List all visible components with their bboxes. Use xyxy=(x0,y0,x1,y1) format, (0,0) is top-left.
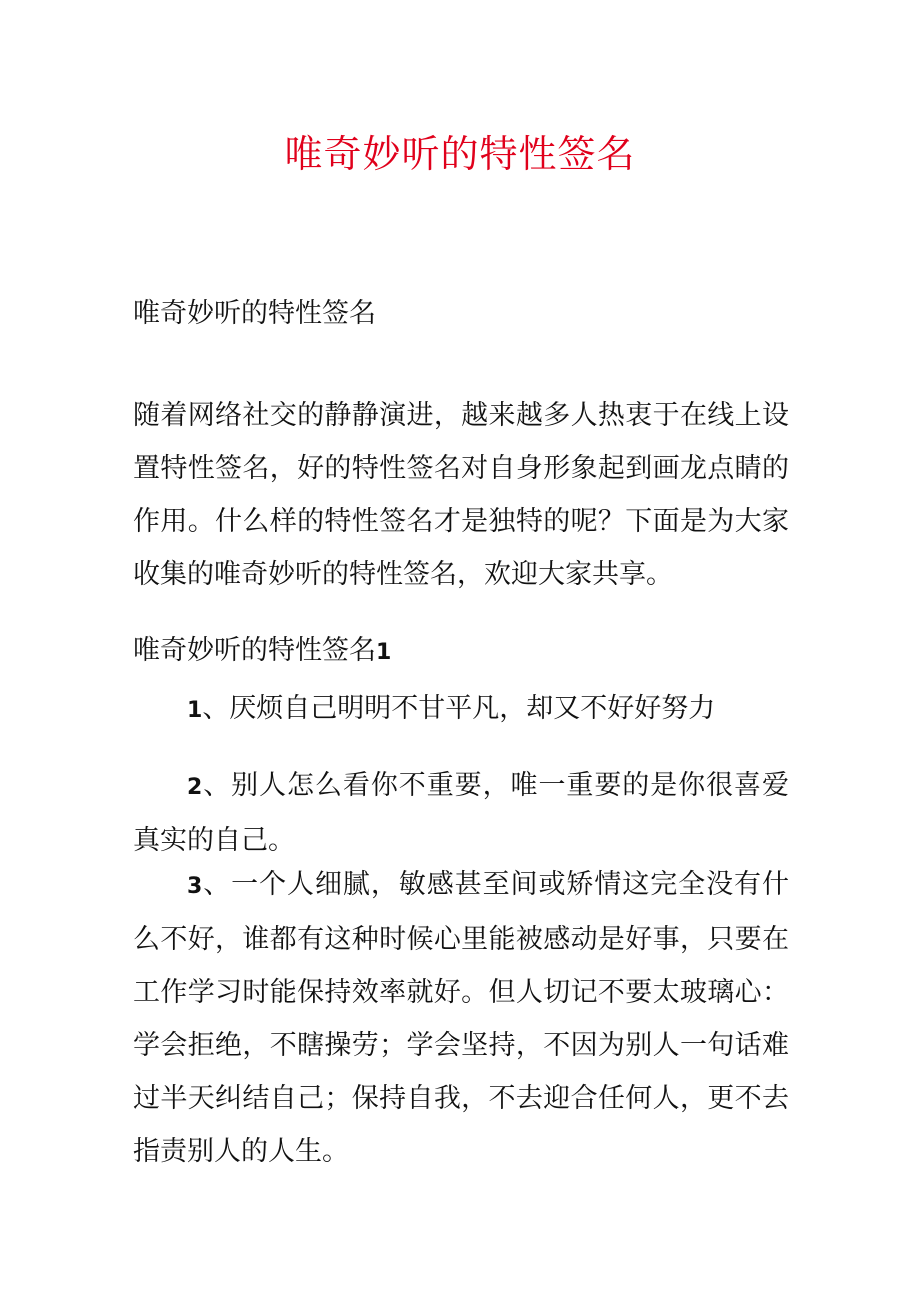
section-heading-text: 唯奇妙听的特性签名 xyxy=(133,635,376,666)
section-heading xyxy=(133,633,391,671)
intro-paragraph: 随着网络社交的静静演进，越来越多人热衷于在线上设置特性签名，好的特性签名对自身形象起到画龙点睛的作用。什么样的特性签名才是独特的呢？下面是为大家收集的唯奇妙听的特性签名，欢迎大家共享。 xyxy=(133,400,789,590)
list-item xyxy=(133,682,789,737)
list-item xyxy=(133,759,789,867)
document-title: 唯奇妙听的特性签名 xyxy=(284,132,636,176)
list-item-text: 、别人怎么看你不重要，唯一重要的是你很喜爱真实的自己。 xyxy=(133,770,789,856)
list-item-number: 1 xyxy=(187,698,203,723)
list-item-text: 、厌烦自己明明不甘平凡，却又不好好努力 xyxy=(202,693,716,724)
section-heading-number: 1 xyxy=(376,640,392,665)
list-item xyxy=(133,858,789,1178)
list-item-number: 2 xyxy=(187,775,203,800)
list-item-text: 、一个人细腻，敏感甚至间或矫情这完全没有什么不好，谁都有这种时候心里能被感动是好事，只要在工作学习时能保持效率就好。但人切记不要太玻璃心：学会拒绝，不瞎操劳；学会坚持，不因为别人一句话难过半天纠结自己；保持自我，不去迎合任何人，更不去指责别人的人生。 xyxy=(133,869,789,1167)
list-item-number: 3 xyxy=(187,874,203,899)
document-subtitle: 唯奇妙听的特性签名 xyxy=(133,298,376,329)
